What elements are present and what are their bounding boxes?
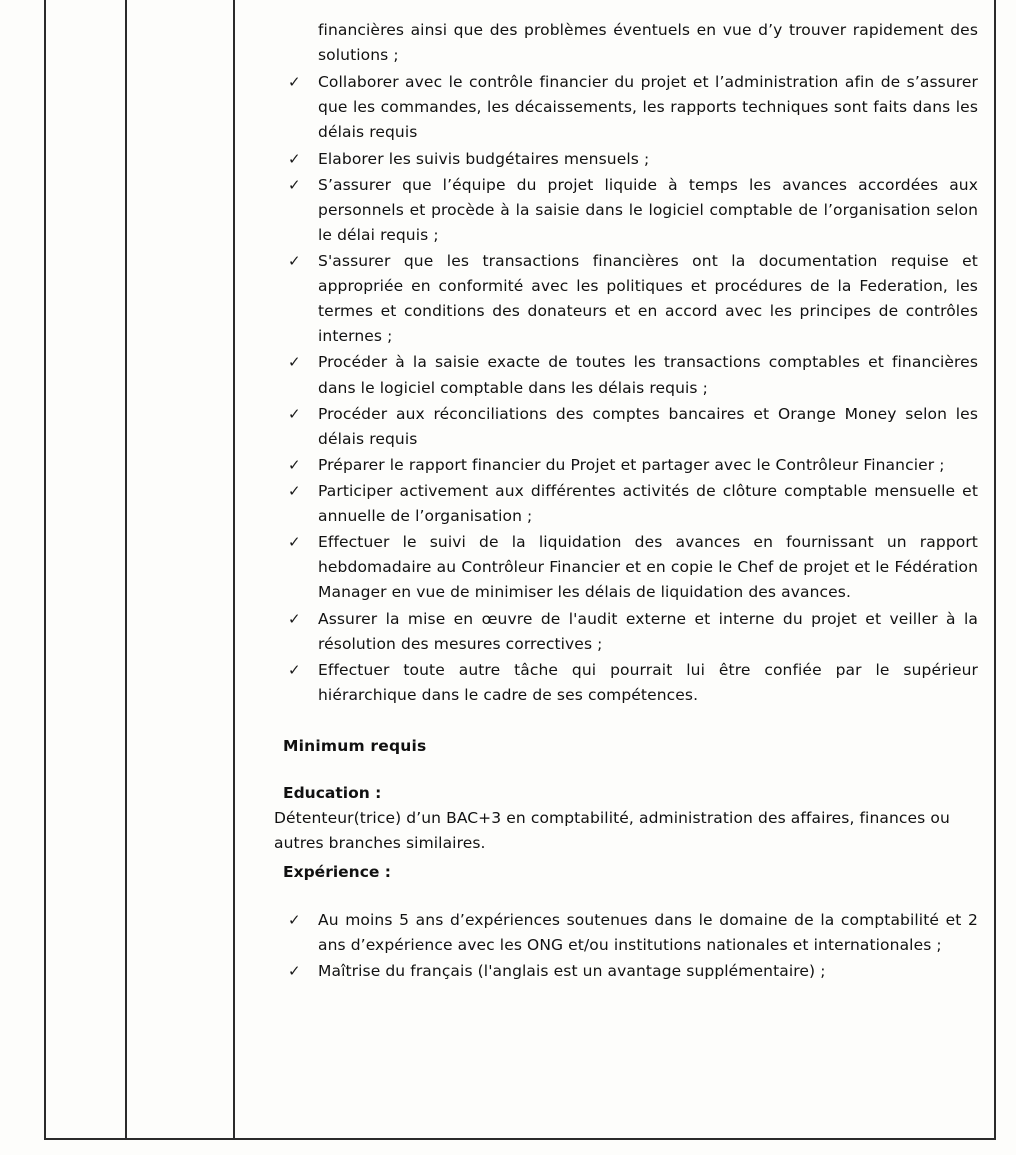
list-item-text: Elaborer les suivis budgétaires mensuels ;: [318, 149, 650, 168]
document-content: [274, 18, 978, 985]
list-item-text: S’assurer que l’équipe du projet liquide à temps les avances accordées aux personnels et procède à la saisie dans le logiciel comptable de l’organisation selon le délai requis ;: [318, 175, 978, 244]
list-item: [278, 147, 978, 172]
education-text: Détenteur(trice) d’un BAC+3 en comptabilité, administration des affaires, finances ou autres branches similaires.: [274, 809, 950, 853]
list-item: [278, 959, 978, 984]
experience-heading: Expérience :: [283, 863, 391, 882]
check-icon: ✓: [288, 455, 301, 474]
list-item: [278, 658, 978, 708]
list-item-text: Participer activement aux différentes activités de clôture comptable mensuelle et annuelle de l’organisation ;: [318, 481, 978, 526]
list-item-text: Maîtrise du français (l'anglais est un avantage supplémentaire) ;: [318, 961, 826, 980]
list-item: [278, 453, 978, 478]
list-item-text: Assurer la mise en œuvre de l'audit externe et interne du projet et veiller à la résolution des mesures correctives ;: [318, 609, 978, 653]
list-item-text: Procéder à la saisie exacte de toutes les transactions comptables et financières dans le logiciel comptable dans les délais requis ;: [318, 353, 978, 397]
list-item-text: Effectuer le suivi de la liquidation des avances en fournissant un rapport hebdomadaire au Contrôleur Financier et en copie le Chef de projet et le Fédération Manager en vue de minimiser les délais de liquidation des avances.: [318, 533, 978, 602]
list-item-text: Préparer le rapport financier du Projet et partager avec le Contrôleur Financier ;: [318, 455, 945, 474]
check-icon: ✓: [288, 404, 301, 423]
check-icon: ✓: [288, 149, 301, 168]
list-item: [278, 249, 978, 349]
check-icon: ✓: [288, 73, 301, 92]
list-item-text: S'assurer que les transactions financières ont la documentation requise et appropriée en conformité avec les politiques et procédures de la Federation, les termes et conditions des donateurs et en accord avec les principes de contrôles internes ;: [318, 251, 978, 346]
table-column-divider-left: [125, 0, 127, 1140]
continued-paragraph: financières ainsi que des problèmes éventuels en vue d’y trouver rapidement des solutions ;: [318, 21, 978, 65]
table-column-divider-right: [233, 0, 235, 1140]
check-icon: ✓: [288, 660, 301, 679]
list-item: [278, 908, 978, 958]
check-icon: ✓: [288, 481, 301, 500]
education-heading: Education :: [283, 784, 382, 803]
list-item-text: Au moins 5 ans d’expériences soutenues dans le domaine de la comptabilité et 2 ans d’expérience avec les ONG et/ou institutions nationales et internationales ;: [318, 910, 978, 954]
list-item-text: Effectuer toute autre tâche qui pourrait lui être confiée par le supérieur hiérarchique dans le cadre de ses compétences.: [318, 660, 978, 704]
list-item: [278, 402, 978, 452]
list-item: [278, 607, 978, 657]
list-item: [278, 479, 978, 529]
check-icon: ✓: [288, 961, 301, 980]
check-icon: ✓: [288, 175, 301, 194]
minimum-requirements-heading: Minimum requis: [283, 736, 427, 755]
list-item: [278, 530, 978, 605]
list-item-text: Collaborer avec le contrôle financier du projet et l’administration afin de s’assurer que les commandes, les décaissements, les rapports techniques sont faits dans les délais requis: [318, 73, 978, 142]
check-icon: ✓: [288, 251, 301, 270]
experience-list: [278, 908, 978, 984]
check-icon: ✓: [288, 609, 301, 628]
list-item: [278, 350, 978, 400]
check-icon: ✓: [288, 533, 301, 552]
responsibilities-list: [278, 70, 978, 708]
list-item-text: Procéder aux réconciliations des comptes bancaires et Orange Money selon les délais requis: [318, 404, 978, 448]
list-item: [278, 70, 978, 145]
check-icon: ✓: [288, 353, 301, 372]
list-item: [278, 173, 978, 248]
check-icon: ✓: [288, 910, 301, 929]
